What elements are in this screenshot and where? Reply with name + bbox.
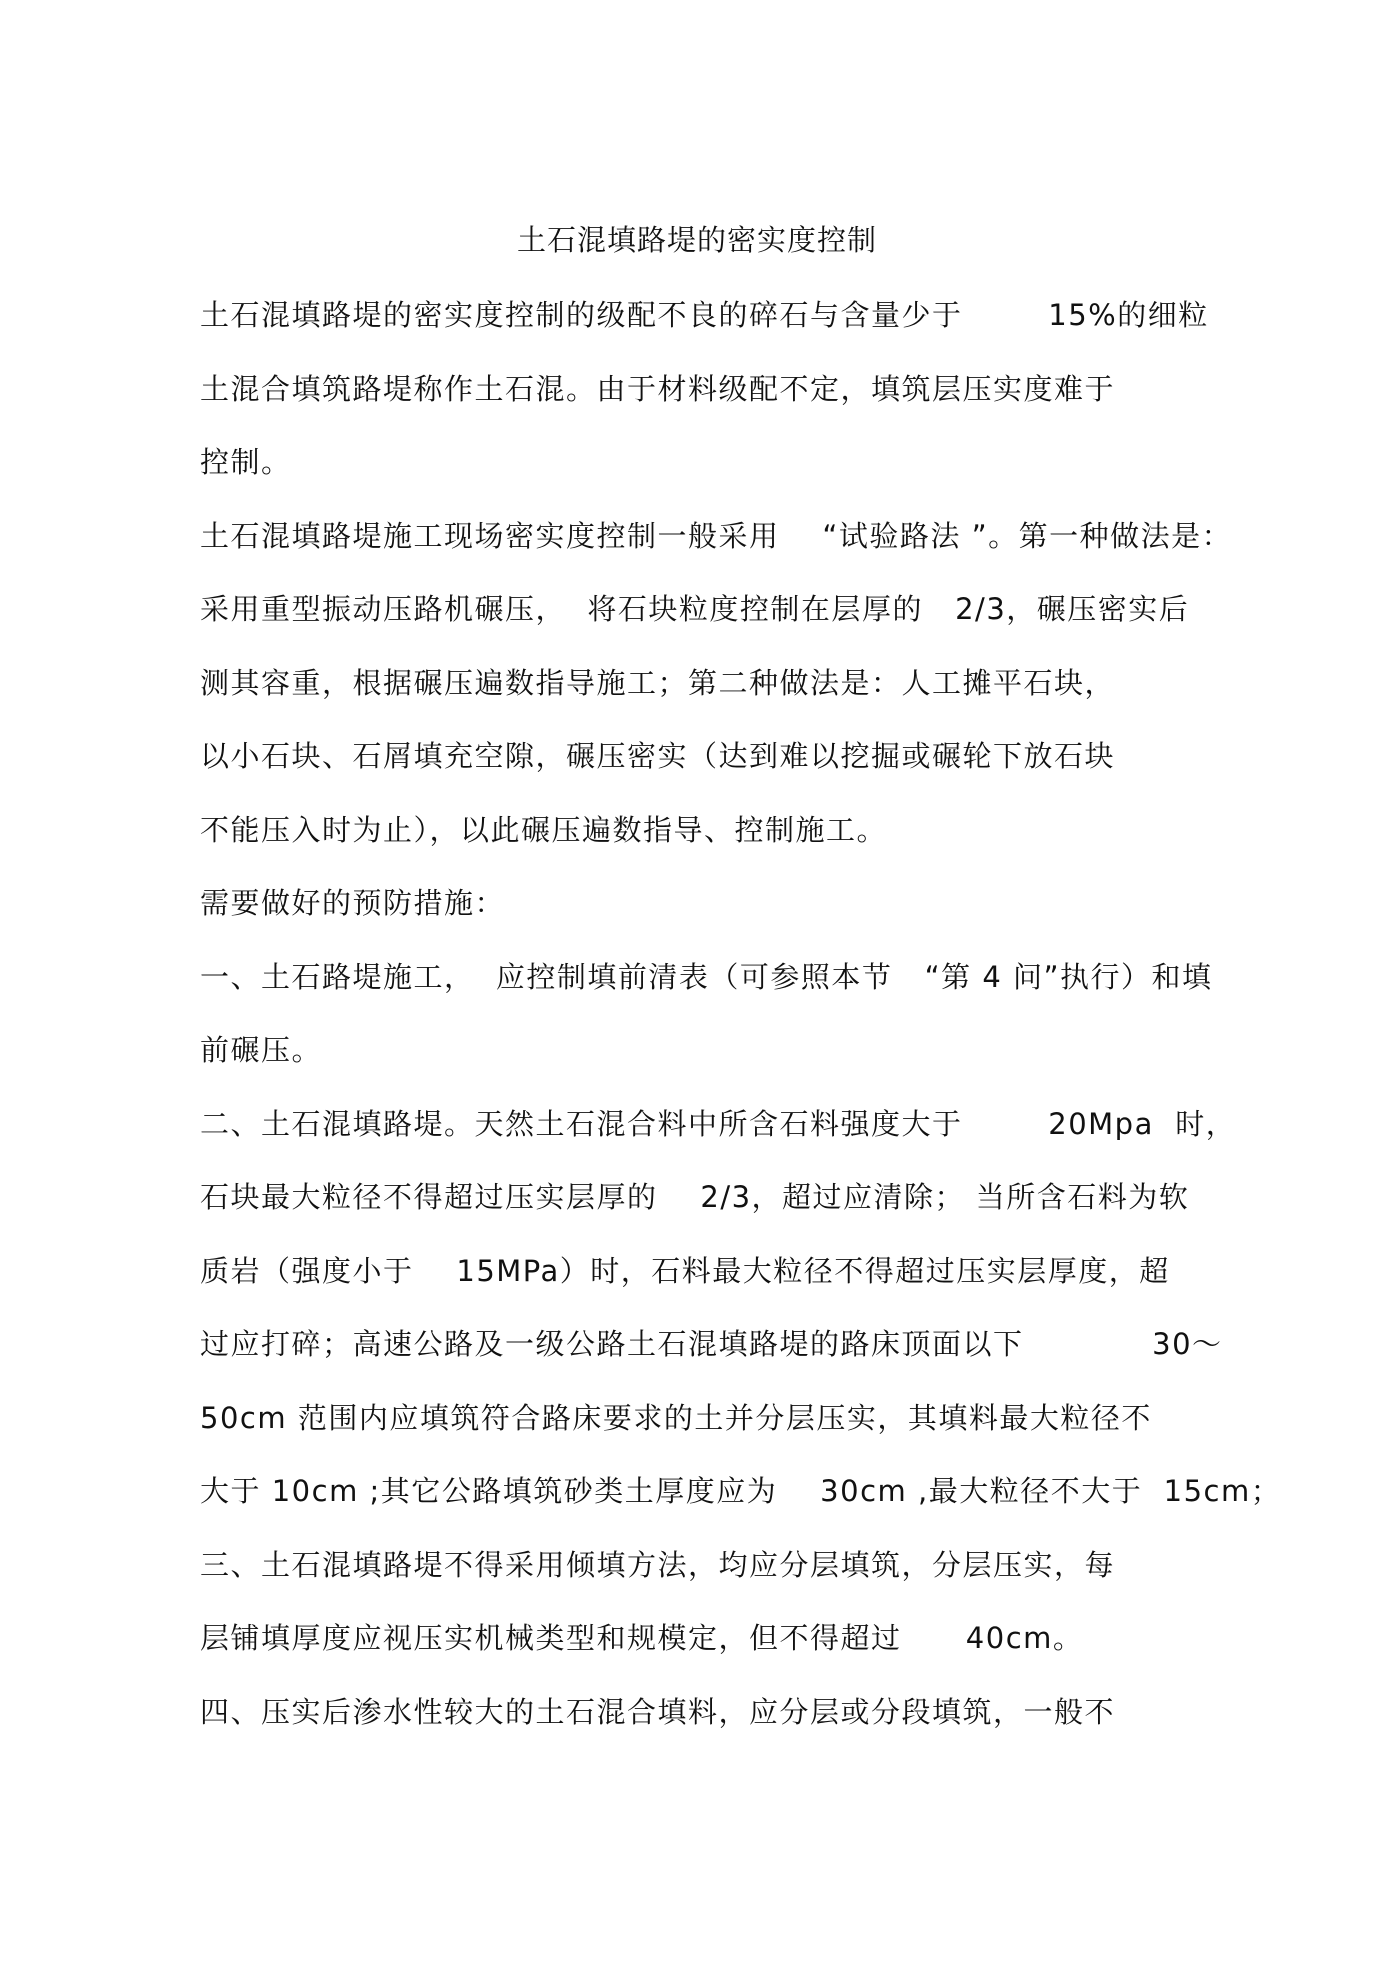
body-line: 层铺填厚度应视压实机械类型和规模定，但不得超过 40cm。 [200,1621,1084,1655]
body-line: 土石混填路堤的密实度控制的级配不良的碎石与含量少于 15%的细粒 [200,298,1209,332]
body-line: 过应打碎；高速公路及一级公路土石混填路堤的路床顶面以下 30～ [200,1327,1223,1361]
body-line: 土混合填筑路堤称作土石混。由于材料级配不定，填筑层压实度难于 [200,371,1116,406]
body-line: 一、土石路堤施工， 应控制填前清表（可参照本节 “第 4 问”执行）和填 [200,959,1213,994]
body-line: 前碾压。 [200,1033,323,1067]
document-body [200,288,1282,1758]
body-line: 土石混填路堤施工现场密实度控制一般采用 “试验路法 ”。第一种做法是： [200,518,1233,553]
body-line: 不能压入时为止），以此碾压遍数指导、控制施工。 [200,812,888,847]
body-line: 50cm 范围内应填筑符合路床要求的土并分层压实，其填料最大粒径不 [200,1400,1152,1435]
body-line: 控制。 [200,445,292,479]
body-line: 四、压实后渗水性较大的土石混合填料，应分层或分段填筑，一般不 [200,1694,1116,1729]
body-line: 测其容重，根据碾压遍数指导施工；第二种做法是：人工摊平石块， [200,665,1116,700]
body-line: 需要做好的预防措施： [200,886,506,920]
body-line: 以小石块、石屑填充空隙，碾压密实（达到难以挖掘或碾轮下放石块 [200,739,1116,773]
body-line: 采用重型振动压路机碾压， 将石块粒度控制在层厚的 2/3，碾压密实后 [200,592,1190,626]
body-line: 三、土石混填路堤不得采用倾填方法，均应分层填筑，分层压实，每 [200,1547,1116,1582]
document-title: 土石混填路堤的密实度控制 [516,223,877,257]
body-line: 石块最大粒径不得超过压实层厚的 2/3，超过应清除； 当所含石料为软 [200,1180,1190,1214]
body-line: 大于 10cm ;其它公路填筑砂类土厚度应为 30cm ,最大粒径不大于 15cm； [200,1474,1282,1508]
body-line: 质岩（强度小于 15MPa）时，石料最大粒径不得超过压实层厚度，超 [200,1253,1170,1288]
body-line: 二、土石混填路堤。天然土石混合料中所含石料强度大于 20Mpa 时， [200,1106,1237,1141]
